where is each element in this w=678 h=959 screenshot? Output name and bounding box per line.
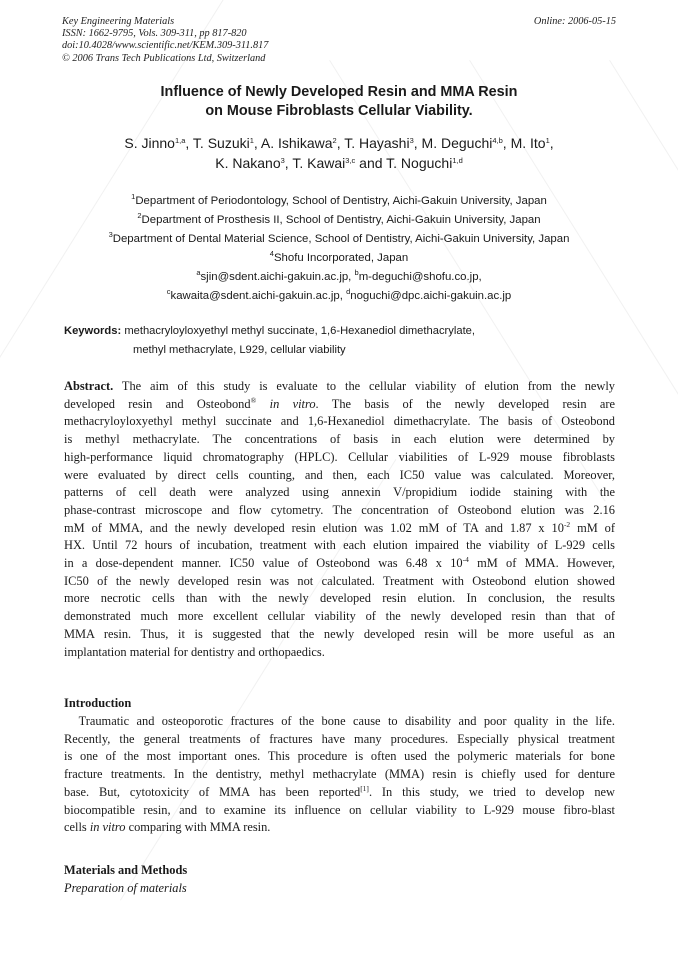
author-separator: ,	[253, 135, 261, 151]
author-separator: ,	[336, 135, 345, 151]
email-link[interactable]: kawaita@sdent.aichi-gakuin.ac.jp,	[170, 290, 347, 302]
author: S. Jinno	[124, 135, 175, 151]
keywords-label: Keywords:	[64, 325, 122, 337]
email-link[interactable]: m-deguchi@shofu.co.jp,	[358, 271, 482, 283]
author-affil-mark: 1	[249, 136, 254, 145]
author-line-2	[0, 153, 678, 173]
author: M. Deguchi	[421, 135, 493, 151]
subsection-heading: Preparation of materials	[64, 881, 187, 895]
paper-title	[0, 83, 678, 121]
author-affil-mark: 2	[332, 136, 337, 145]
author-separator: ,	[185, 135, 193, 151]
author: T. Noguchi	[386, 155, 453, 171]
author-affil-mark: 1,a	[174, 136, 186, 145]
email-link[interactable]: noguchi@dpc.aichi-gakuin.ac.jp	[350, 290, 512, 302]
author: T. Suzuki	[192, 135, 250, 151]
author: K. Nakano	[215, 155, 281, 171]
author-line-1	[0, 133, 678, 153]
journal-name: Key Engineering Materials	[62, 16, 175, 27]
section-heading: Introduction	[64, 696, 132, 710]
citation: [1]	[360, 783, 369, 793]
abstract-label: Abstract.	[64, 379, 114, 393]
abstract: Abstract. The aim of this study is evaluate to the cellular viability of elution from the newly developed resin and Osteobond® in vitro. The basis of the newly developed resin are methacryloyloxyethyl methyl succinate and 1,6-Hexanediol dimethacrylate. The basis of Osteobond is methyl methacrylate. The concentrations of basis in each elution were determined by high-performance liquid chromatography (HPLC). Cellular viabilities of L-929 mouse fibroblasts were evaluated by direct cells counting, and then, each IC50 value was calculated. Moreover, patterns of cell death were analyzed using annexin V/propidium iodide staining with the phase-contrast microscope and flow cytometry. The concentration of Osteobond elution was 2.16 mM of MMA, and the newly developed resin elution was 1.02 mM of TA and 1.87 x $10^{-2}$ mM of HX. Until 72 hours of incubation, treatment with each elution impaired the viability of L-929 cells in a dose-dependent manner. IC50 value of Osteobond was 6.48 x $10^{-4}$ mM of MMA. However, IC50 of the newly developed resin was not calculated. Treatment with Osteobond elution showed more necrotic cells than with the newly developed resin elution. In conclusion, the results demonstrated much more excellent cellular viability of the newly developed resin than that of MMA resin. Thus, it is suggested that the newly developed resin will be more useful as an implantation material for dentistry and orthopaedics.	[64, 379, 615, 659]
affiliation: $^3$Department of Dental Material Science, School of Dentistry, Aichi-Gakuin University, Japan	[108, 230, 570, 245]
section-heading: Materials and Methods	[64, 863, 188, 877]
author: M. Ito	[510, 135, 546, 151]
author-separator: ,	[549, 135, 554, 151]
doi-line: doi:10.4028/www.scientific.net/KEM.309-311.817	[62, 40, 269, 52]
issn-line: ISSN: 1662-9795, Vols. 309-311, pp 817-820	[62, 28, 247, 40]
author-affil-mark: 1,d	[452, 156, 463, 165]
author-separator: ,	[413, 135, 422, 151]
author: T. Hayashi	[344, 135, 410, 151]
author-affil-mark: 1	[545, 136, 550, 145]
keywords-text: methacryloyloxyethyl methyl succinate, 1,6-Hexanediol dimethacrylate,	[124, 325, 476, 337]
affiliation: $^4$Shofu Incorporated, Japan	[269, 249, 409, 264]
online-date: Online: 2006-05-15	[533, 16, 616, 27]
author-affil-mark: 3	[280, 156, 285, 165]
author-separator: ,	[502, 135, 511, 151]
author-separator: and	[355, 155, 387, 171]
email-link[interactable]: sjin@sdent.aichi-gakuin.ac.jp,	[200, 271, 355, 283]
title-line-1: Influence of Newly Developed Resin and MMA Resin	[160, 84, 518, 100]
author-separator: ,	[284, 155, 293, 171]
copyright-line: © 2006 Trans Tech Publications Ltd, Switzerland	[62, 52, 266, 64]
email-line: $^a$sjin@sdent.aichi-gakuin.ac.jp, $^b$m-deguchi@shofu.co.jp,	[196, 268, 482, 283]
running-header	[62, 16, 268, 65]
keywords-text: methyl methacrylate, L929, cellular viability	[133, 344, 346, 356]
keywords	[64, 322, 624, 360]
affiliation: $^2$Department of Prosthesis II, School of Dentistry, Aichi-Gakuin University, Japan	[137, 211, 541, 226]
introduction-text: Traumatic and osteoporotic fractures of the bone cause to disability and poor quality in the life. Recently, the general treatments of fractures have many procedures. Especially physical treatment is one of the most important ones. This procedure is often used the polymeric materials for bone fracture treatments. In the dentistry, methyl methacrylate (MMA) resin is chiefly used for denture base. But, cytotoxicity of MMA has been reported[1]. In this study, we tried to develop new biocompatible resin, and to examine its influence on cellular viability to L-929 mouse fibro-blast cells in vitro comparing with MMA resin.	[64, 714, 615, 835]
author-affil-mark: 4,b	[492, 136, 503, 145]
affiliation: $^1$Department of Periodontology, School of Dentistry, Aichi-Gakuin University, Japan	[131, 192, 547, 207]
author-affil-mark: 3	[409, 136, 414, 145]
author: A. Ishikawa	[260, 135, 333, 151]
title-line-2: on Mouse Fibroblasts Cellular Viability.	[205, 103, 473, 119]
author: T. Kawai	[292, 155, 346, 171]
author-list	[0, 133, 678, 173]
author-affil-mark: 3,c	[345, 156, 356, 165]
affiliations	[0, 192, 678, 306]
email-line: $^c$kawaita@sdent.aichi-gakuin.ac.jp, $^d$noguchi@dpc.aichi-gakuin.ac.jp	[166, 287, 512, 302]
